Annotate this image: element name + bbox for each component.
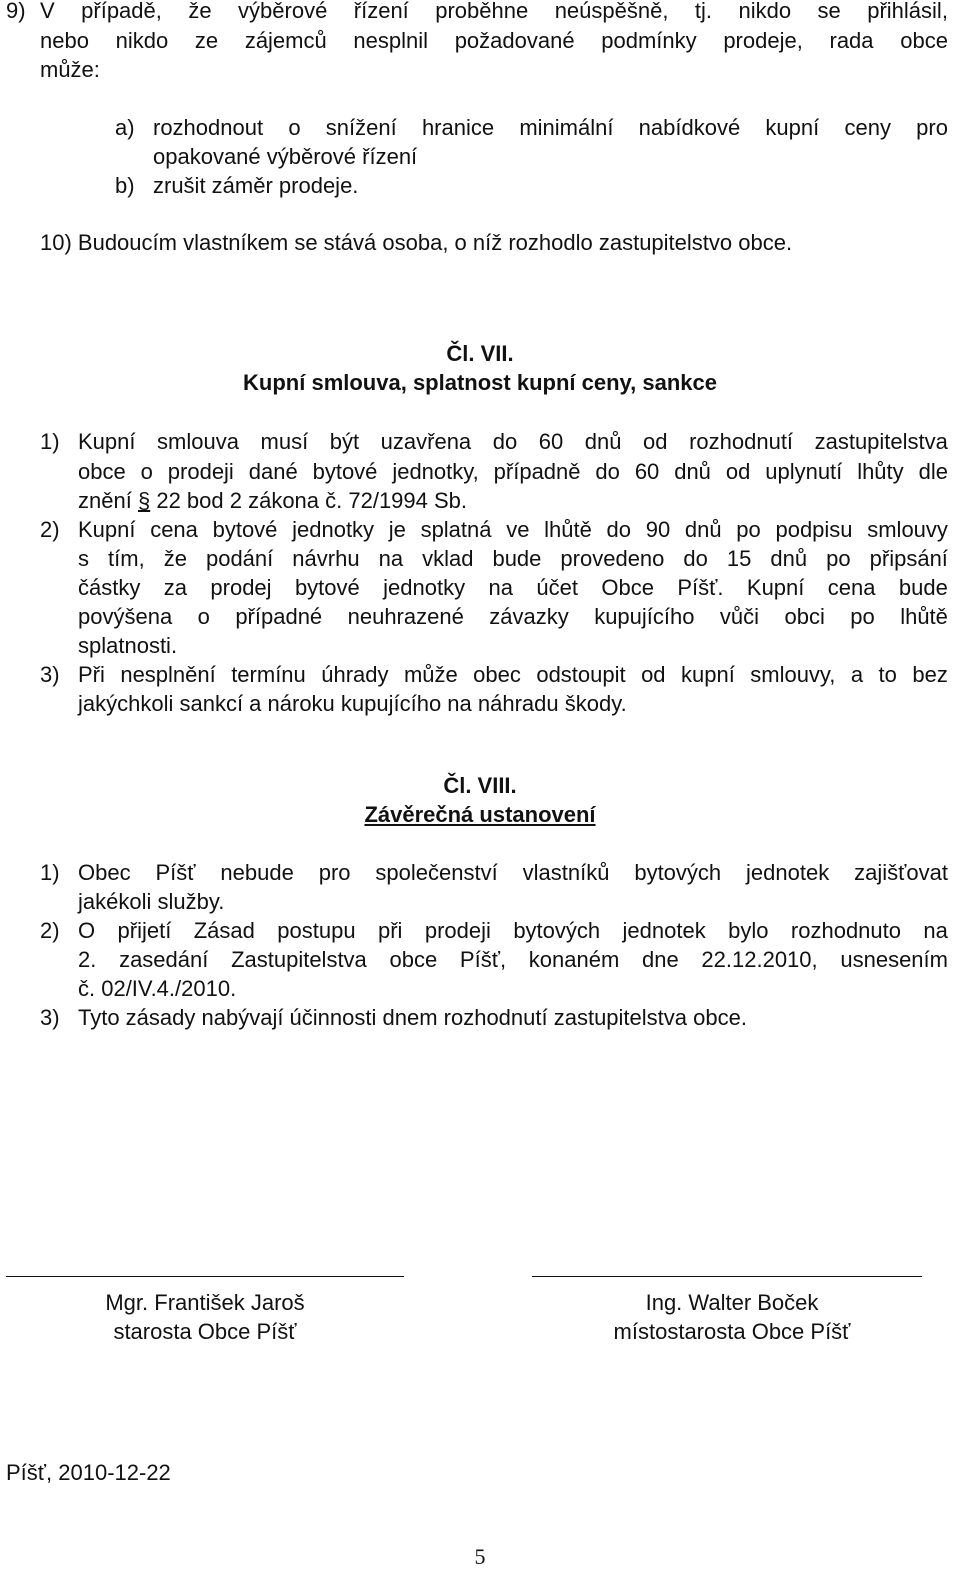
word: je: [388, 517, 406, 542]
word: dnů: [770, 546, 808, 571]
word: podmínky: [601, 28, 697, 53]
word: Obce: [601, 575, 654, 600]
word: kupujícího: [594, 604, 695, 629]
list-item-label: a): [115, 115, 135, 140]
word: pro: [318, 860, 351, 885]
word: V: [40, 0, 55, 23]
word: jednotky: [383, 575, 466, 600]
word: bytové: [212, 517, 278, 542]
word: nesplnil: [353, 28, 429, 53]
word: obci: [784, 604, 825, 629]
word: jednotky,: [392, 459, 479, 484]
word: do: [683, 546, 708, 571]
word: o: [288, 115, 301, 140]
word: že: [163, 546, 187, 571]
word: po: [736, 517, 761, 542]
word: Obec: [78, 860, 131, 885]
word: případně: [493, 459, 581, 484]
item-number: 9): [6, 0, 26, 23]
signatory-role: místostarosta Obce Píšť: [613, 1319, 851, 1344]
item-number: 3): [40, 662, 60, 687]
signature-line: [532, 1276, 922, 1277]
word: do: [595, 459, 620, 484]
word: kupní: [765, 115, 820, 140]
word: za: [163, 575, 187, 600]
paragraph-line: [78, 490, 467, 512]
paragraph-line: jakékoli služby.: [78, 889, 225, 914]
word: smlouva: [157, 429, 239, 454]
word: musí: [260, 429, 309, 454]
paragraph-line: 10) Budoucím vlastníkem se stává osoba, o níž rozhodlo zastupitelstvo obce.: [40, 230, 793, 255]
word: podání: [205, 546, 274, 571]
paragraph-line: [78, 548, 948, 570]
word: od: [725, 459, 751, 484]
paragraph-line: č. 02/IV.4./2010.: [78, 976, 237, 1001]
word: jednotek: [622, 918, 706, 943]
word: přihlásil,: [867, 0, 948, 23]
paragraph-text: 22 bod 2 zákona č. 72/1994 Sb.: [156, 488, 468, 513]
word: odstoupit: [536, 662, 626, 687]
word: nesplnění: [120, 662, 216, 687]
place-date: Píšť, 2010-12-22: [6, 1460, 171, 1485]
word: pro: [916, 115, 948, 140]
word: na: [378, 546, 404, 571]
word: nikdo: [115, 28, 169, 53]
word: obec: [473, 662, 521, 687]
word: to: [878, 662, 897, 687]
word: se: [817, 0, 841, 23]
word: 60: [634, 459, 660, 484]
word: zájemců: [244, 28, 327, 53]
paragraph-line: [40, 0, 948, 22]
word: že: [188, 0, 212, 23]
list-item-line: [153, 117, 948, 139]
word: termínu: [231, 662, 306, 687]
word: Zastupitelstva: [231, 947, 367, 972]
word: ze: [194, 28, 219, 53]
word: vklad: [422, 546, 474, 571]
word: hranice: [421, 115, 495, 140]
word: cena: [150, 517, 198, 542]
article-heading: Čl. VII.: [446, 341, 514, 366]
word: vlastníků: [522, 860, 610, 885]
word: po: [826, 546, 851, 571]
signatory-role: starosta Obce Píšť: [113, 1319, 297, 1344]
word: lhůtě: [900, 604, 948, 629]
word: rozhodnutí: [689, 429, 794, 454]
item-number: 3): [40, 1005, 60, 1030]
signatory-name: Ing. Walter Boček: [645, 1290, 819, 1315]
word: bytových: [634, 860, 722, 885]
word: bytové: [312, 459, 378, 484]
word: po: [850, 604, 875, 629]
word: dne: [642, 947, 679, 972]
word: bez: [912, 662, 948, 687]
paragraph-line: [78, 461, 948, 483]
word: bytových: [513, 918, 601, 943]
word: neúspěšně,: [554, 0, 669, 23]
word: do: [606, 517, 632, 542]
word: obce: [389, 947, 438, 972]
word: 22.12.2010,: [701, 947, 818, 972]
word: ve: [506, 517, 530, 542]
word: kupní: [680, 662, 735, 687]
section-sign: §: [137, 488, 151, 513]
word: rozhodnuto: [790, 918, 901, 943]
word: 2.: [78, 947, 97, 972]
word: provedeno: [560, 546, 665, 571]
article-title: Kupní smlouva, splatnost kupní ceny, sankce: [243, 370, 717, 395]
word: přijetí: [117, 918, 172, 943]
word: rada: [829, 28, 874, 53]
word: ceny: [844, 115, 891, 140]
word: prodeji: [167, 459, 234, 484]
paragraph-line: [40, 30, 948, 52]
signature-line: [6, 1276, 404, 1277]
word: smlouvy: [867, 517, 948, 542]
paragraph-line: [78, 519, 948, 541]
word: zastupitelstva: [814, 429, 948, 454]
article-title: Závěrečná ustanovení: [364, 802, 596, 827]
word: Kupní: [78, 517, 136, 542]
word: při: [378, 918, 403, 943]
word: zasedání: [119, 947, 209, 972]
word: tím,: [108, 546, 145, 571]
word: smlouvy,: [750, 662, 836, 687]
word: řízení: [353, 0, 409, 23]
word: uzavřena: [380, 429, 472, 454]
paragraph-line: může:: [40, 57, 100, 82]
list-item-line: opakované výběrové řízení: [153, 144, 418, 169]
word: postupu: [277, 918, 356, 943]
word: nebo: [40, 28, 89, 53]
word: bude: [492, 546, 542, 571]
word: na: [488, 575, 513, 600]
paragraph-line: [78, 664, 948, 686]
paragraph-text: znění: [78, 488, 132, 513]
word: případné: [235, 604, 323, 629]
word: Kupní: [78, 429, 136, 454]
paragraph-line: [78, 949, 948, 971]
word: Zásad: [193, 918, 255, 943]
word: obce: [900, 28, 948, 53]
word: účet: [536, 575, 578, 600]
word: o: [140, 459, 153, 484]
word: 90: [645, 517, 671, 542]
word: bylo: [728, 918, 769, 943]
paragraph-line: splatnosti.: [78, 633, 178, 658]
word: do: [492, 429, 518, 454]
word: splatná: [420, 517, 492, 542]
word: obce: [78, 459, 126, 484]
word: na: [923, 918, 948, 943]
word: proběhne: [435, 0, 529, 23]
word: závazky: [489, 604, 569, 629]
paragraph-line: Tyto zásady nabývají účinnosti dnem rozhodnutí zastupitelstva obce.: [78, 1005, 747, 1030]
word: jednotky: [292, 517, 375, 542]
word: nebude: [220, 860, 294, 885]
word: dnů: [674, 459, 711, 484]
word: od: [641, 662, 666, 687]
word: prodeji: [424, 918, 491, 943]
word: výběrové: [238, 0, 328, 23]
word: vůči: [719, 604, 760, 629]
word: minimální: [519, 115, 614, 140]
word: bude: [898, 575, 948, 600]
word: snížení: [325, 115, 397, 140]
word: uplynutí: [765, 459, 843, 484]
word: úhrady: [321, 662, 389, 687]
word: neuhrazené: [347, 604, 464, 629]
word: 60: [538, 429, 564, 454]
signatory-name: Mgr. František Jaroš: [105, 1290, 305, 1315]
word: a: [850, 662, 864, 687]
word: s: [78, 546, 89, 571]
word: být: [329, 429, 360, 454]
word: bytové: [294, 575, 360, 600]
word: O: [78, 918, 96, 943]
word: Při: [78, 662, 105, 687]
word: prodej: [210, 575, 272, 600]
word: připsání: [869, 546, 948, 571]
word: případě,: [81, 0, 162, 23]
word: od: [643, 429, 668, 454]
item-number: 2): [40, 517, 60, 542]
word: dle: [918, 459, 948, 484]
paragraph-line: jakýchkoli sankcí a nároku kupujícího na náhradu škody.: [78, 691, 627, 716]
item-number: 1): [40, 429, 60, 454]
word: Píšť: [155, 860, 196, 885]
word: 15: [726, 546, 752, 571]
word: povýšena: [78, 604, 173, 629]
word: dnů: [584, 429, 622, 454]
word: prodeje,: [723, 28, 803, 53]
word: nikdo: [738, 0, 792, 23]
item-number: 2): [40, 918, 60, 943]
word: lhůtě: [544, 517, 592, 542]
paragraph-line: [78, 920, 948, 942]
word: Píšť.: [677, 575, 724, 600]
word: tj.: [694, 0, 713, 23]
item-number: 1): [40, 860, 60, 885]
article-heading: Čl. VIII.: [443, 773, 517, 798]
word: společenství: [375, 860, 498, 885]
paragraph-line: [78, 862, 948, 884]
word: usnesením: [840, 947, 948, 972]
word: zajišťovat: [854, 860, 948, 885]
word: cena: [827, 575, 876, 600]
word: Kupní: [746, 575, 805, 600]
paragraph-line: [78, 606, 948, 628]
word: nabídkové: [638, 115, 741, 140]
word: návrhu: [292, 546, 360, 571]
page-number: 5: [474, 1544, 486, 1569]
list-item-label: b): [115, 173, 135, 198]
word: Píšť,: [459, 947, 507, 972]
list-item-line: zrušit záměr prodeje.: [153, 173, 359, 198]
word: rozhodnout: [153, 115, 264, 140]
paragraph-line: [78, 577, 948, 599]
word: dnů: [684, 517, 722, 542]
word: o: [197, 604, 210, 629]
word: jednotek: [746, 860, 830, 885]
word: částky: [78, 575, 141, 600]
word: může: [403, 662, 458, 687]
paragraph-line: [78, 431, 948, 453]
word: konaném: [528, 947, 620, 972]
word: požadované: [454, 28, 575, 53]
word: lhůty: [857, 459, 904, 484]
word: dané: [248, 459, 298, 484]
word: podpisu: [775, 517, 853, 542]
